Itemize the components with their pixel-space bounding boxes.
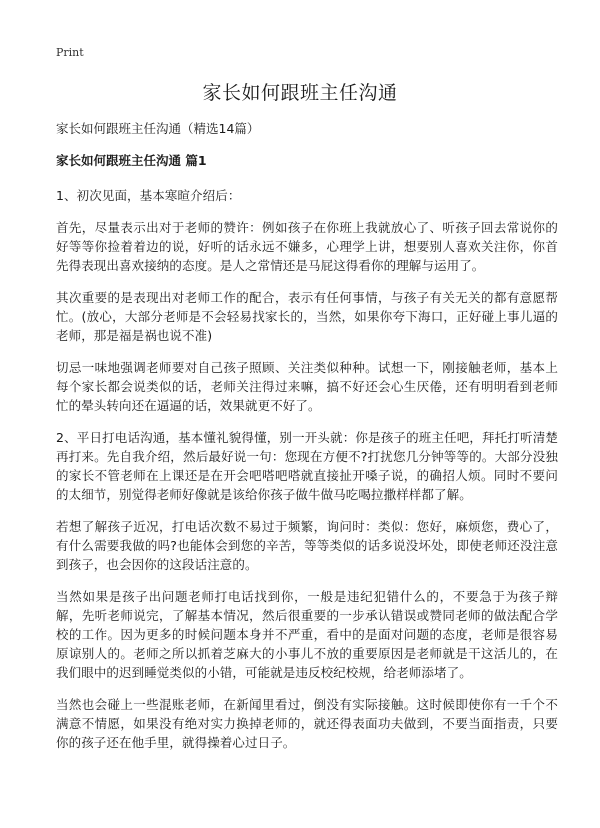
paragraph-3: 其次重要的是表现出对老师工作的配合，表示有任何事情，与孩子有关无关的都有意愿帮忙。(放心，大部分老师是不会轻易找家长的，当然，如果你夸下海口，正好碰上事儿逼的老师，那是福是祸也说不准)	[56, 290, 558, 343]
document-body	[56, 120, 558, 765]
paragraph-8: 当然也会碰上一些混账老师，在新闻里看过，倒没有实际接触。这时候即使你有一千个不满意不情愿，如果没有绝对实力换掉老师的，就还得表面功夫做到，不要当面指责，只要你的孩子还在他手里，就得操着心过日子。	[56, 697, 558, 750]
paragraph-4: 切忌一味地强调老师要对自己孩子照顾、关注类似种种。试想一下，刚接触老师，基本上每个家长都会说类似的话，老师关注得过来嘛，搞不好还会心生厌倦，还有明明看到老师忙的晕头转向还在逼逼的话，效果就更不好了。	[56, 360, 558, 413]
paragraph-7: 当然如果是孩子出问题老师打电话找到你，一般是违纪犯错什么的，不要急于为孩子辩解，先听老师说完，了解基本情况，然后很重要的一步承认错误或赞同老师的做法配合学校的工作。因为更多的时候问题本身并不严重，看中的是面对问题的态度，老师是很容易原谅别人的。老师之所以抓着芝麻大的小事儿不放的重要原因是老师就是干这活儿的，在我们眼中的迟到睡觉类似的小错，可能就是违反校纪校规，给老师添堵了。	[56, 589, 558, 680]
document-title: 家长如何跟班主任沟通	[202, 82, 398, 104]
paragraph-5: 2、平日打电话沟通，基本懂礼貌得懂，别一开头就：你是孩子的班主任吧，拜托打听清楚再打来。先自我介绍，然后最好说一句：您现在方便不?打扰您几分钟等等的。大部分没独的家长不管老师在上课还是在开会吧嗒吧嗒就直接扯开嗓子说，的确招人烦。同时不要问的太细节，别觉得老师好像就是该给你孩子做牛做马吃喝拉撒样样都了解。	[56, 430, 558, 502]
section-heading: 家长如何跟班主任沟通 篇1	[56, 153, 207, 168]
print-label[interactable]: Print	[56, 46, 84, 59]
paragraph-6: 若想了解孩子近况，打电话次数不易过于频繁，询问时：类似：您好，麻烦您，费心了，有什么需要我做的吗?也能体会到您的辛苦，等等类似的话多说没坏处，即使老师还没注意到孩子，也会因你的这段话注意的。	[56, 519, 558, 572]
paragraph-1: 1、初次见面，基本寒暄介绍后：	[56, 188, 241, 203]
paragraph-2: 首先，尽量表示出对于老师的赞许：例如孩子在你班上我就放心了、听孩子回去常说你的好等等你捡着着边的说，好听的话永远不嫌多，心理学上讲，想要别人喜欢关注你，你首先得表现出喜欢接纳的态度。是人之常情还是马屁这得看你的理解与运用了。	[56, 220, 558, 273]
document-subtitle: 家长如何跟班主任沟通（精选14篇）	[56, 121, 260, 136]
